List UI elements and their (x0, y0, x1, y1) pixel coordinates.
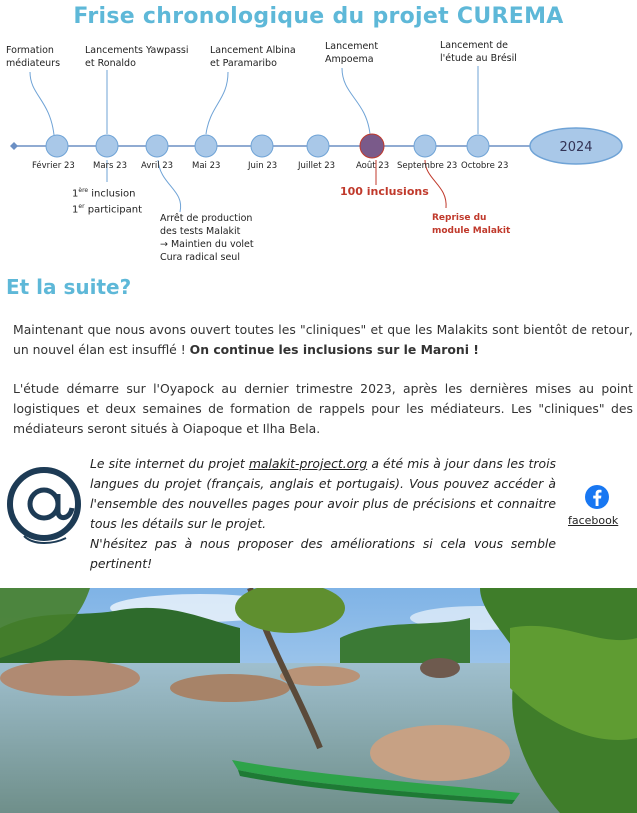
timeline (0, 0, 637, 270)
note-inclusion: 1ère inclusion 1er participant (72, 187, 143, 216)
note-arret: Arrêt de production des tests Malakit → Maintien du volet Cura radical seul (160, 213, 254, 263)
facebook-icon[interactable] (584, 484, 610, 510)
month-label: Août 23 (356, 161, 390, 171)
dot-septembre (414, 135, 436, 157)
note-bresil: Lancement de l'étude au Brésil (440, 40, 517, 64)
dot-fevrier (46, 135, 68, 157)
river-landscape (0, 588, 637, 813)
note-ampoema: Lancement Ampoema (325, 41, 379, 65)
section-title: Et la suite? (6, 275, 132, 299)
note-reprise: Reprise du module Malakit (432, 213, 511, 236)
dot-mars (96, 135, 118, 157)
connector-ampoema (342, 68, 370, 134)
website-link[interactable]: malakit-project.org (248, 456, 368, 471)
note-formation: Formation médiateurs (6, 45, 61, 69)
month-label: Février 23 (32, 161, 75, 171)
river-photo (0, 588, 637, 813)
month-label: Octobre 23 (461, 161, 509, 171)
page-title: Frise chronologique du projet CUREMA (73, 4, 564, 29)
dot-mai (195, 135, 217, 157)
dot-juin (251, 135, 273, 157)
month-label: Juin 23 (248, 161, 278, 171)
note-albina: Lancement Albina et Paramaribo (210, 45, 296, 69)
month-label: Avril 23 (141, 161, 174, 171)
at-sign-icon (4, 458, 84, 550)
dot-octobre (467, 135, 489, 157)
paragraph-1: Maintenant que nous avons ouvert toutes les "cliniques" et que les Malakits sont bientôt de retour, un nouvel élan est insufflé ! On continue les inclusions sur le Maroni ! (13, 322, 633, 357)
dot-aout (360, 134, 384, 158)
paragraph-1-bold: On continue les inclusions sur le Maroni ! (189, 342, 479, 357)
month-label: Septembre 23 (397, 161, 458, 171)
dot-juillet (307, 135, 329, 157)
note-100-inclusions: 100 inclusions (340, 185, 429, 198)
month-label: Juillet 23 (298, 161, 336, 171)
note-yawpassi: Lancements Yawpassi et Ronaldo (85, 45, 189, 69)
month-label: Mars 23 (93, 161, 127, 171)
final-year-label: 2024 (559, 140, 593, 155)
month-label: Mai 23 (192, 161, 221, 171)
paragraph-2: L'étude démarre sur l'Oyapock au dernier trimestre 2023, après les dernières mises au point logistiques et deux semaines de formation de rappels pour les médiateurs. Les "cliniques" des médiateurs seront situés à Oiapoque et Ilha Bela. (13, 381, 633, 436)
dot-avril (146, 135, 168, 157)
facebook-link[interactable]: facebook (568, 514, 619, 527)
timeline-start-marker (10, 142, 18, 150)
connector-formation (30, 72, 54, 135)
website-text: Le site internet du projet malakit-project.org a été mis à jour dans les trois langues du projet (français, anglais et portugais). Vous pouvez accéder à l'ensemble des nouvelles pages pour avoir plus de précisions et connaitre tous les détails sur le projet. N'hésitez pas à nous proposer des améliorations si cela vous semble pertinent! (90, 456, 556, 571)
connector-albina (206, 72, 228, 134)
